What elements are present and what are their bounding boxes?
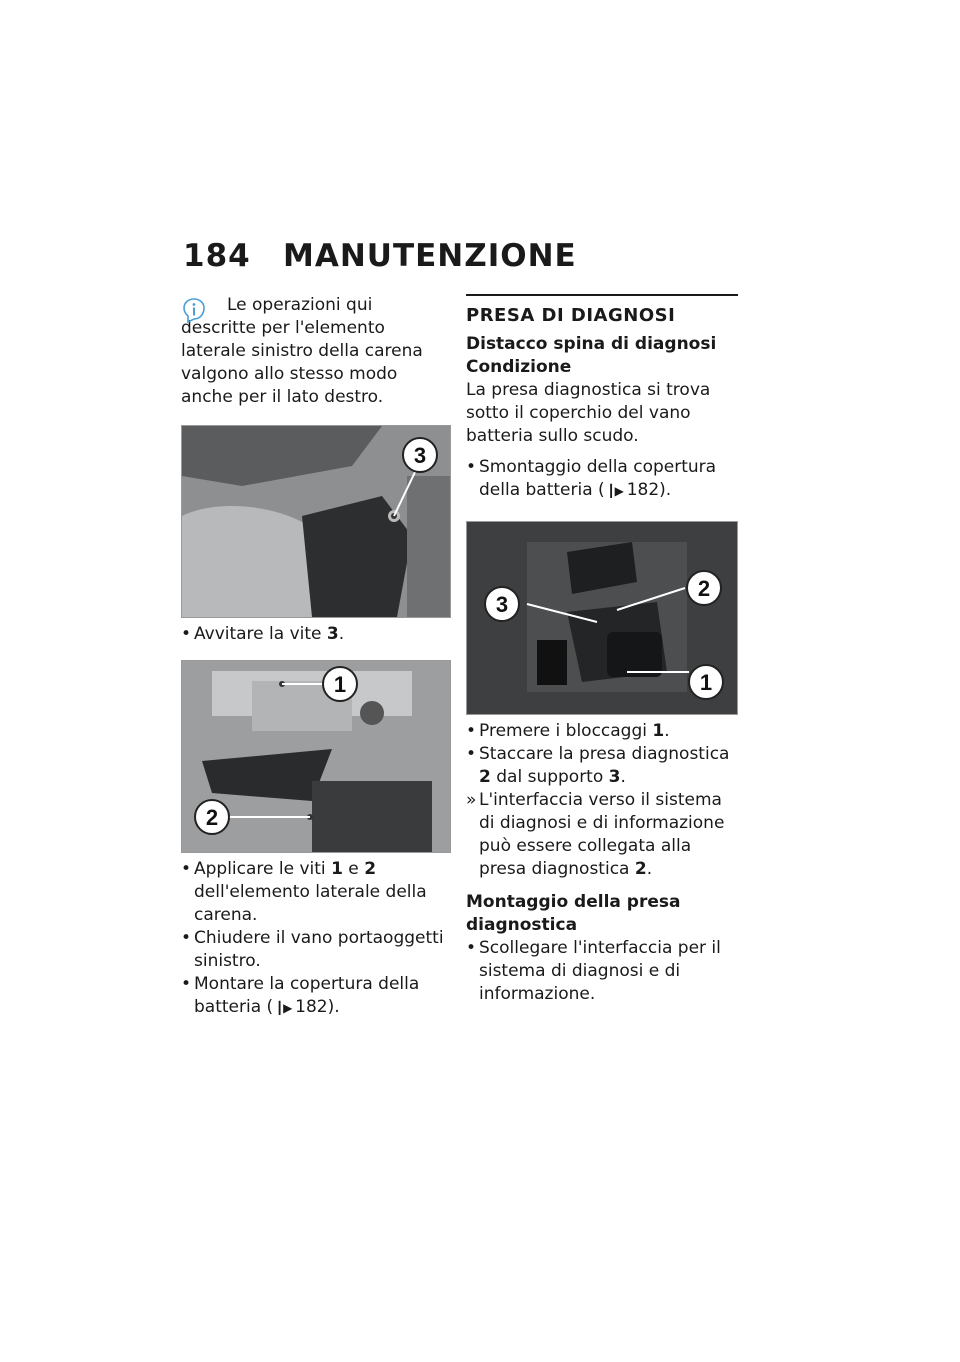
subsection-title: Distacco spina di diagnosi	[466, 334, 717, 354]
result-body: .	[646, 859, 653, 879]
ref-number: 2	[479, 767, 491, 787]
info-icon	[183, 298, 205, 324]
step-text: Smontaggio della copertura della batteria (	[479, 457, 717, 500]
step-detach-socket	[466, 743, 738, 789]
subsection-title: Montaggio della presa diagnostica	[466, 892, 681, 935]
callout-label: 2	[205, 805, 219, 830]
step-screw	[181, 623, 451, 646]
callout-label: 3	[413, 443, 427, 468]
step-disconnect-interface: • Scollegare l'interfaccia per il sistema di diagnosi e di informazione.	[466, 937, 738, 1006]
ref-number: 3	[608, 767, 621, 787]
ref-number: 1	[652, 721, 665, 741]
callout-label: 2	[697, 576, 711, 601]
step-text: e	[342, 859, 365, 879]
step-text: Staccare la presa diagnostica	[479, 744, 730, 764]
page-ref[interactable]: 182	[295, 997, 328, 1017]
step-text: Avvitare la vite	[194, 624, 327, 644]
step-text: Premere i bloccaggi	[479, 721, 653, 741]
page-number: 184	[183, 238, 251, 274]
photo-screws-1-2	[181, 660, 451, 853]
step-text: dal supporto	[490, 767, 609, 787]
callout-label: 3	[495, 592, 509, 617]
condition-label: Condizione	[466, 357, 572, 377]
ref-number: 1	[331, 859, 343, 879]
page-ref-arrow-icon: ┃▶	[275, 1001, 293, 1015]
step-text: Montare la copertura della batteria (	[194, 974, 420, 1017]
callout-label: 1	[333, 672, 347, 697]
photo-screw-3	[181, 425, 451, 618]
step-text: ).	[659, 480, 672, 500]
page-ref-arrow-icon: ┃▶	[607, 484, 624, 498]
page-header	[183, 238, 577, 274]
result-body: L'interfaccia verso il sistema di diagnosi e di informazione può essere collegata alla presa diagnostica	[479, 790, 725, 879]
step-text: Applicare le viti	[194, 859, 332, 879]
note-text: Le operazioni qui descritte per l'elemento laterale sinistro della carena valgono allo stesso modo anche per il lato destro.	[181, 295, 423, 407]
left-column	[181, 294, 451, 1020]
section-title: PRESA DI DIAGNOSI	[466, 294, 738, 327]
page-ref[interactable]: 182	[626, 480, 660, 500]
step-apply-screws	[181, 858, 451, 927]
photo-diagnosis-socket	[466, 521, 738, 715]
step-close-compartment: • Chiudere il vano portaoggetti sinistro.	[181, 927, 451, 973]
info-note	[181, 294, 451, 409]
ref-number: 2	[364, 859, 377, 879]
condition-text: La presa diagnostica si trova sotto il coperchio del vano batteria sullo scudo.	[466, 380, 711, 446]
ref-number: 2	[634, 859, 647, 879]
step-mount-cover	[181, 973, 451, 1020]
step-text: dell'elemento laterale della carena.	[194, 882, 427, 925]
step-text: .	[338, 624, 345, 644]
ref-number: 3	[326, 624, 339, 644]
chapter-title: MANUTENZIONE	[283, 238, 577, 274]
step-remove-cover	[466, 456, 738, 503]
callout-label: 1	[699, 670, 713, 695]
step-text: ).	[327, 997, 340, 1017]
right-column	[466, 294, 738, 1006]
step-text: .	[620, 767, 626, 787]
result-text	[466, 789, 738, 881]
step-text: .	[664, 721, 670, 741]
step-press-locks	[466, 720, 738, 743]
